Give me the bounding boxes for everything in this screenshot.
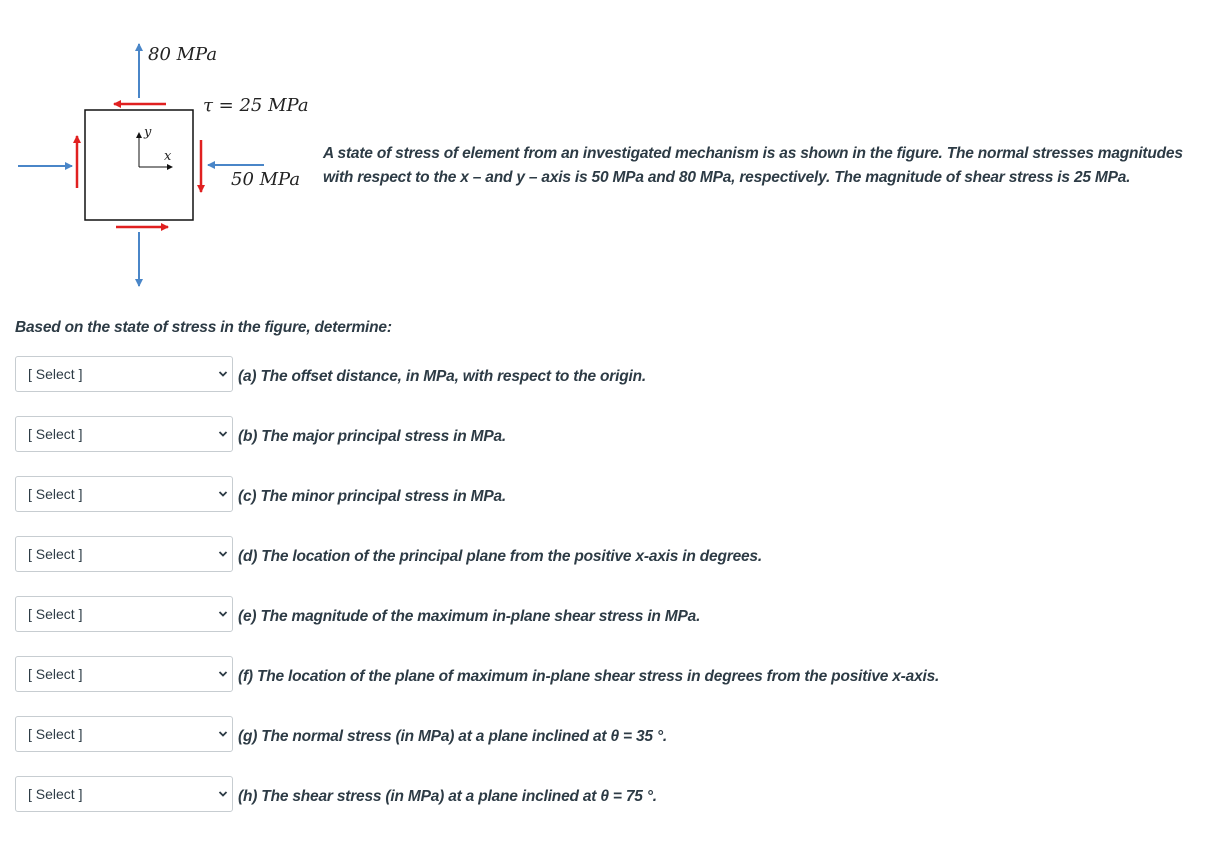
- stress-element-figure: [0, 0, 320, 300]
- question-row-a: [15, 355, 646, 393]
- answer-select-f[interactable]: [15, 656, 233, 692]
- answer-select-c[interactable]: [15, 476, 233, 512]
- chevron-down-icon: [218, 489, 228, 499]
- question-intro: Based on the state of stress in the figure, determine:: [15, 319, 392, 336]
- sigma-x-label: 50 MPa: [231, 169, 301, 190]
- answer-select-b[interactable]: [15, 416, 233, 452]
- chevron-down-icon: [218, 789, 228, 799]
- chevron-down-icon: [218, 369, 228, 379]
- answer-select-e[interactable]: [15, 596, 233, 632]
- select-value: [ Select ]: [28, 726, 83, 742]
- question-label-c: (c) The minor principal stress in MPa.: [238, 488, 507, 505]
- axis-x-label: x: [164, 149, 172, 164]
- question-row-e: [15, 595, 700, 633]
- chevron-down-icon: [218, 429, 228, 439]
- answer-select-a[interactable]: [15, 356, 233, 392]
- question-label-d: (d) The location of the principal plane from the positive x-axis in degrees.: [238, 548, 762, 565]
- select-value: [ Select ]: [28, 366, 83, 382]
- question-label-g: (g) The normal stress (in MPa) at a plane inclined at θ = 35 °.: [238, 728, 668, 745]
- chevron-down-icon: [218, 729, 228, 739]
- tau-label: τ = 25 MPa: [203, 95, 309, 116]
- question-row-g: [15, 715, 667, 753]
- question-label-e: (e) The magnitude of the maximum in-plane shear stress in MPa.: [238, 608, 701, 625]
- chevron-down-icon: [218, 669, 228, 679]
- stress-element-diagram: [0, 0, 320, 300]
- select-value: [ Select ]: [28, 786, 83, 802]
- axis-y-label: y: [144, 125, 152, 140]
- question-row-c: [15, 475, 506, 513]
- question-row-f: [15, 655, 939, 693]
- problem-description: A state of stress of element from an investigated mechanism is as shown in the figure. The normal stresses magnitudes with respect to the x – and y – axis is 50 MPa and 80 MPa, respectively. The magnitude of shear stress is 25 MPa.: [323, 145, 1183, 186]
- sigma-y-label: 80 MPa: [148, 44, 218, 65]
- question-row-h: [15, 775, 657, 813]
- select-value: [ Select ]: [28, 666, 83, 682]
- question-row-b: [15, 415, 506, 453]
- answer-select-g[interactable]: [15, 716, 233, 752]
- chevron-down-icon: [218, 609, 228, 619]
- question-label-b: (b) The major principal stress in MPa.: [238, 428, 507, 445]
- select-value: [ Select ]: [28, 606, 83, 622]
- chevron-down-icon: [218, 549, 228, 559]
- select-value: [ Select ]: [28, 546, 83, 562]
- question-label-h: (h) The shear stress (in MPa) at a plane inclined at θ = 75 °.: [238, 788, 657, 805]
- question-label-a: (a) The offset distance, in MPa, with respect to the origin.: [238, 368, 646, 385]
- answer-select-d[interactable]: [15, 536, 233, 572]
- question-label-f: (f) The location of the plane of maximum in-plane shear stress in degrees from the positive x-axis.: [238, 668, 940, 685]
- select-value: [ Select ]: [28, 426, 83, 442]
- select-value: [ Select ]: [28, 486, 83, 502]
- answer-select-h[interactable]: [15, 776, 233, 812]
- question-row-d: [15, 535, 762, 573]
